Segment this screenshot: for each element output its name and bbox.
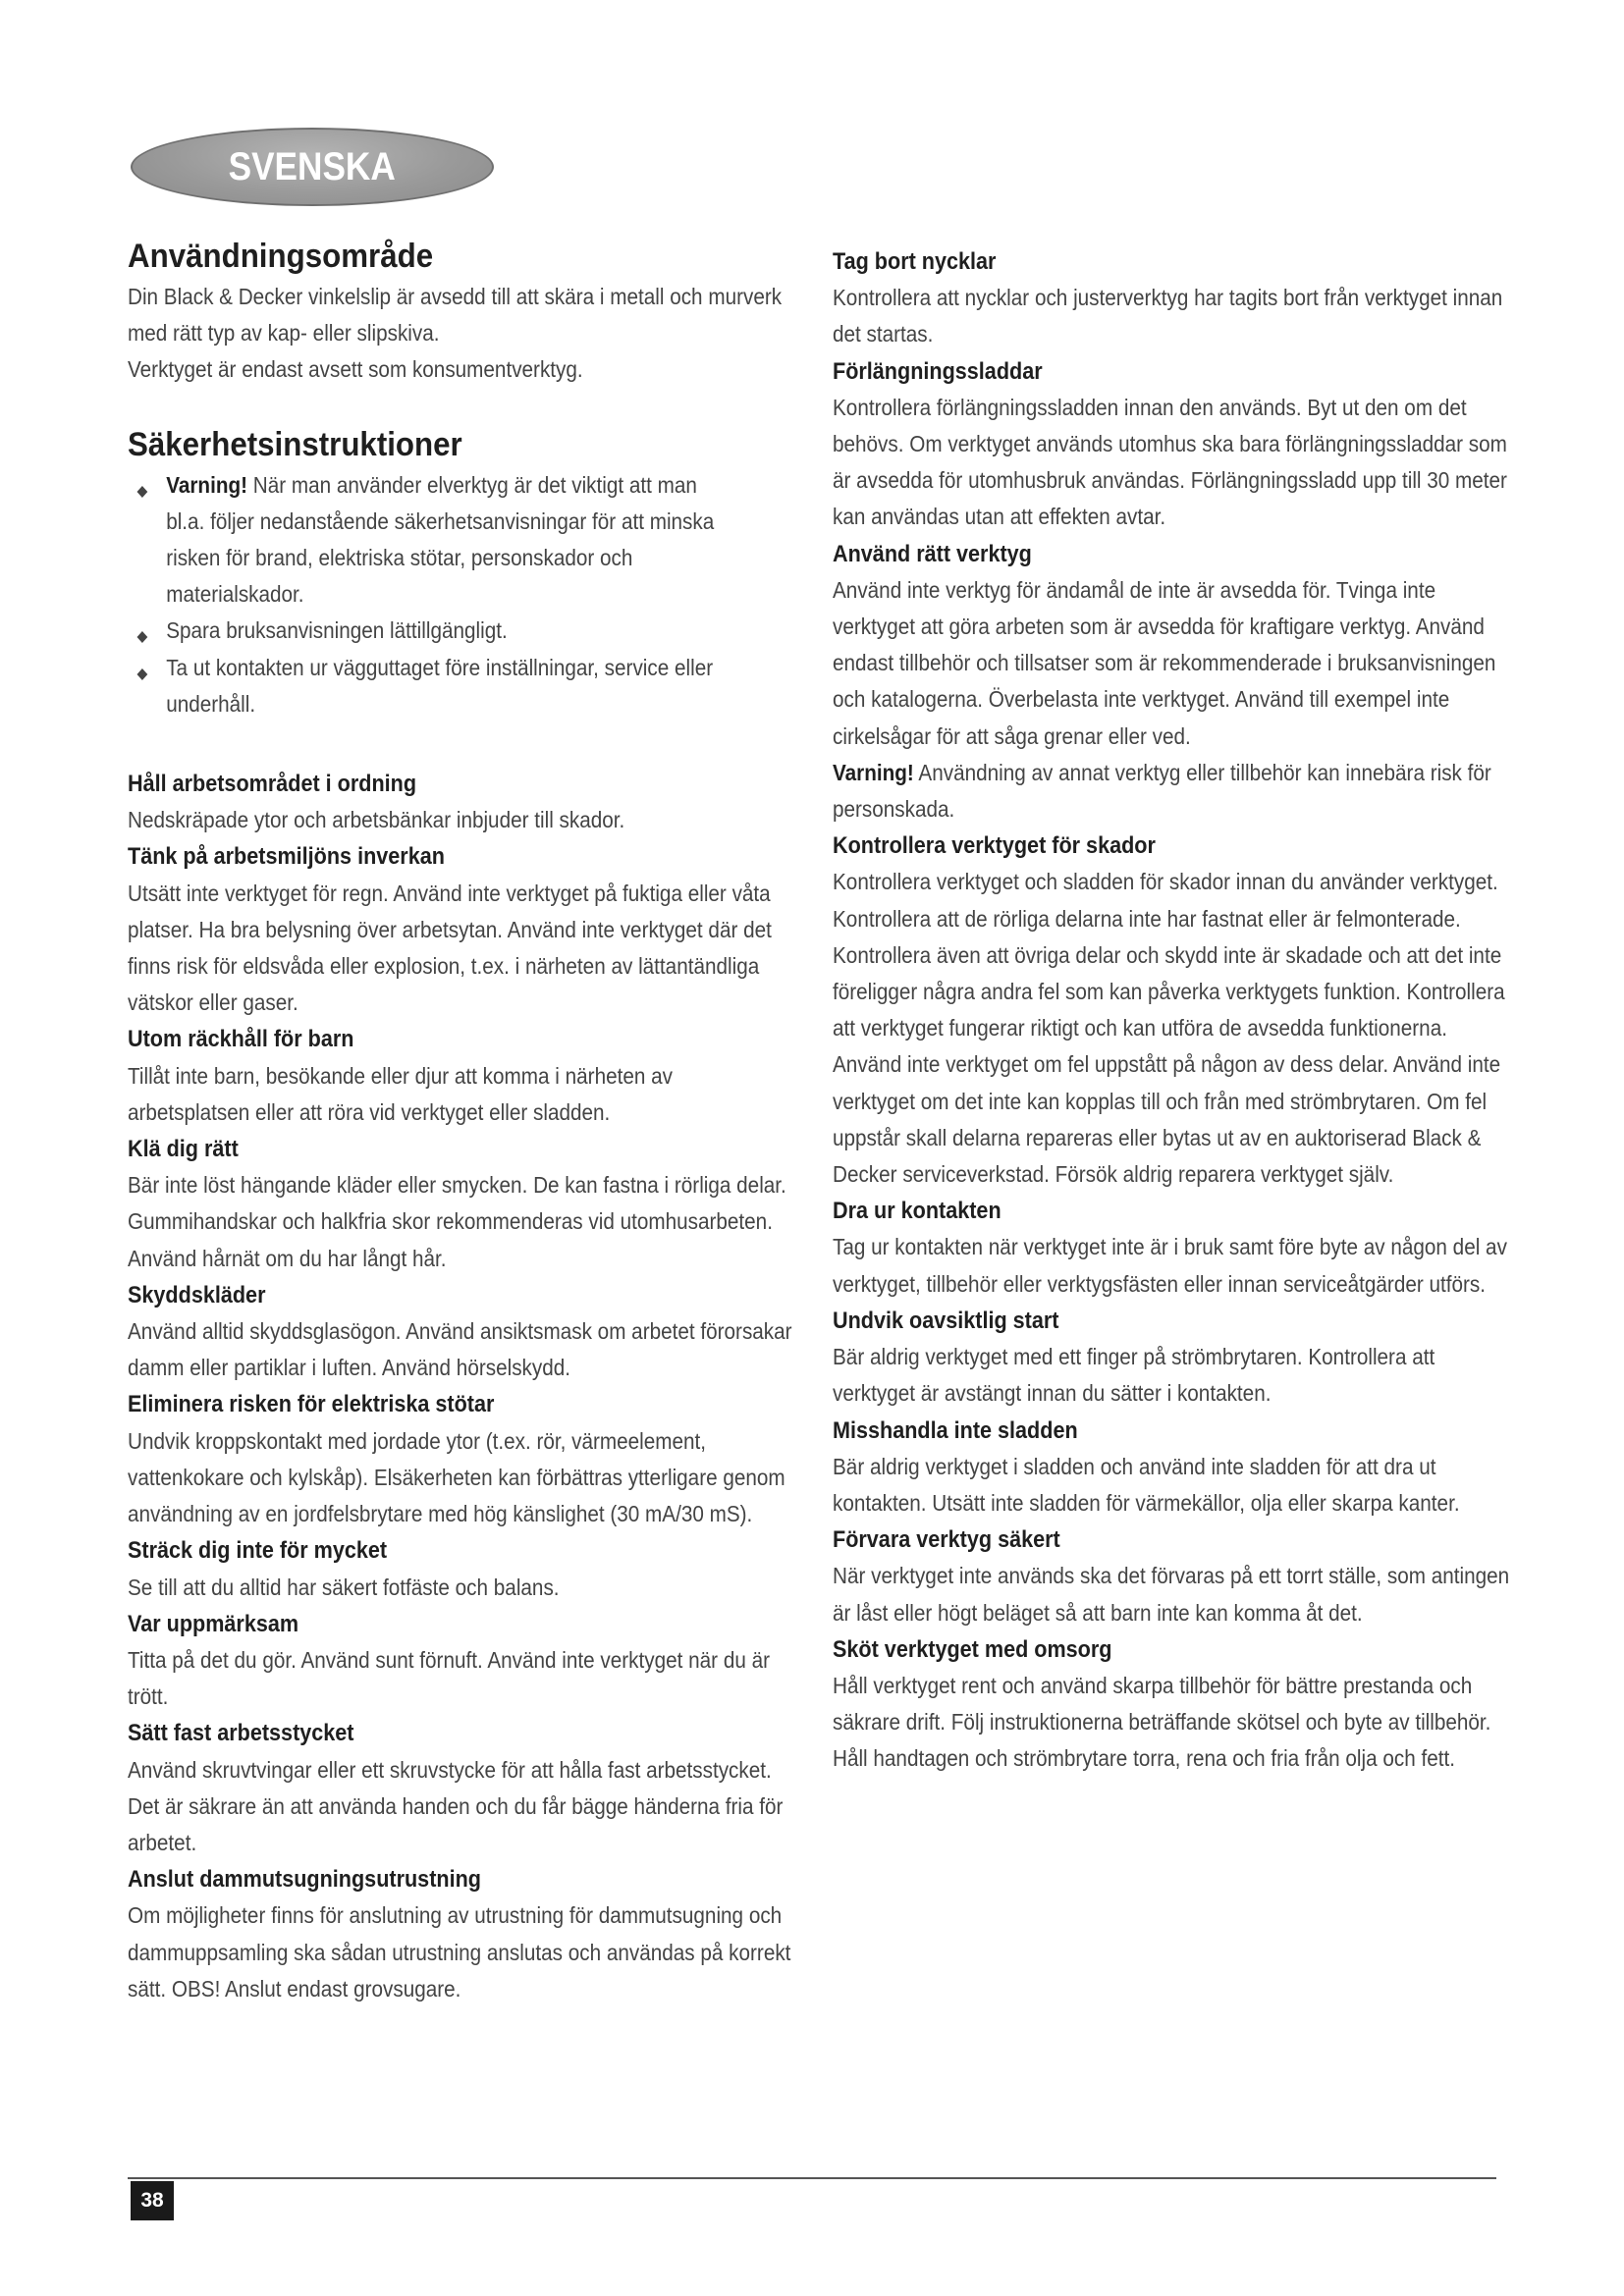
- instruction-text: Använd inte verktyg för ändamål de inte är avsedda för. Tvinga inte verktyget att göra arbeten som är avsedda för kraftigare verktyg. Använd endast tillbehör och tillsatser som är rekommenderade i bruksanvisningen och katalogerna. Överbelasta inte verktyget. Använd till exempel inte cirkelsågar för att såga grenar eller ved.: [833, 576, 1496, 749]
- diamond-bullet-icon: [137, 480, 148, 492]
- instruction-text: Använd skruvtvingar eller ett skruvstycke för att hålla fast arbetsstycket. Det är säkrare än att använda handen och du får bägge händerna fria för arbetet.: [128, 1756, 784, 1855]
- instruction-heading: Misshandla inte sladden: [833, 1416, 1078, 1444]
- instruction-heading: Undvik oavsiktlig start: [833, 1307, 1059, 1334]
- instruction-heading: Var uppmärksam: [128, 1610, 299, 1637]
- instruction-heading: Förlängningssladdar: [833, 357, 1043, 385]
- instruction-heading: Anslut dammutsugningsutrustning: [128, 1866, 481, 1894]
- right-column: [833, 243, 1510, 1778]
- instruction-heading: Sköt verktyget med omsorg: [833, 1635, 1112, 1663]
- instruction-heading: Eliminera risken för elektriska stötar: [128, 1391, 495, 1418]
- instruction-text: Kontrollera förlängningssladden innan den används. Byt ut den om det behövs. Om verktyget används utomhus ska bara förlängningssladdar som är avsedda för utomhusbruk användas. Förlängningssladd upp till 30 meter kan användas utan att effekten avtar.: [833, 394, 1507, 530]
- left-instruction-list: [128, 766, 795, 2007]
- instruction-heading: Tag bort nycklar: [833, 248, 997, 275]
- instruction-heading: Använd rätt verktyg: [833, 540, 1032, 567]
- instruction-text: Tillåt inte barn, besökande eller djur att komma i närheten av arbetsplatsen eller att röra vid verktyget eller sladden.: [128, 1062, 673, 1125]
- instruction-heading: Utom räckhåll för barn: [128, 1026, 354, 1053]
- safety-bullet-list: [128, 467, 795, 722]
- safety-bullet: Ta ut kontakten ur vägguttaget före inställningar, service eller underhåll.: [133, 650, 738, 722]
- instruction-text: Utsätt inte verktyget för regn. Använd inte verktyget på fuktiga eller våta platser. Ha bra belysning över arbetsytan. Använd inte verktyget där det finns risk för eldsvåda eller explosion, t.ex. i närheten av lättantändliga vätskor eller gaser.: [128, 880, 772, 1016]
- instruction-heading: Sätt fast arbetsstycket: [128, 1720, 354, 1747]
- safety-bullet: Varning! När man använder elverktyg är det viktigt att man bl.a. följer nedanstående säkerhetsanvisningar för att minska risken för brand, elektriska stötar, personskador och materialskador.: [133, 467, 738, 614]
- instruction-text: Bär aldrig verktyget med ett finger på strömbrytaren. Kontrollera att verktyget är avstängt innan du sätter i kontakten.: [833, 1344, 1435, 1407]
- instruction-heading: Håll arbetsområdet i ordning: [128, 771, 417, 798]
- page-number: 38: [131, 2181, 174, 2220]
- instruction-heading: Kontrollera verktyget för skador: [833, 832, 1156, 860]
- instruction-text: Använd alltid skyddsglasögon. Använd ansiktsmask om arbetet förorsakar damm eller partiklar i luften. Använd hörselskydd.: [128, 1318, 792, 1381]
- section-title-usage: Användningsområde: [128, 238, 434, 275]
- usage-paragraph-2: Verktyget är endast avsett som konsumentverktyg.: [128, 356, 583, 383]
- instruction-heading: Förvara verktyg säkert: [833, 1526, 1060, 1554]
- footer-rule: [128, 2177, 1496, 2179]
- instruction-text: Håll verktyget rent och använd skarpa tillbehör för bättre prestanda och säkrare drift. Följ instruktionerna beträffande skötsel och byte av tillbehör. Håll handtagen och strömbrytare torra, rena och fria från olja och fett.: [833, 1672, 1491, 1772]
- left-column: [128, 234, 795, 2007]
- instruction-text: Nedskräpade ytor och arbetsbänkar inbjuder till skador.: [128, 807, 625, 833]
- instruction-heading: Sträck dig inte för mycket: [128, 1537, 388, 1565]
- language-badge: [131, 128, 494, 206]
- diamond-bullet-icon: [137, 625, 148, 637]
- warning-paragraph: [833, 755, 1509, 828]
- warning-lead: Varning!: [833, 759, 914, 785]
- instruction-heading: Klä dig rätt: [128, 1136, 239, 1163]
- language-label: SVENSKA: [228, 144, 397, 188]
- section-title-safety: Säkerhetsinstruktioner: [128, 425, 462, 463]
- instruction-text: Bär inte löst hängande kläder eller smycken. De kan fastna i rörliga delar. Gummihandskar och halkfria skor rekommenderas vid utomhusarbeten. Använd hårnät om du har långt hår.: [128, 1172, 786, 1271]
- safety-bullet: Spara bruksanvisningen lättillgängligt.: [133, 613, 738, 649]
- instruction-text: Undvik kroppskontakt med jordade ytor (t.ex. rör, värmeelement, vattenkokare och kylskåp). Elsäkerheten kan förbättras ytterligare genom användning av en jordfelsbrytare med hög känslighet (30 mA/30 mS).: [128, 1427, 785, 1527]
- instruction-text: Kontrollera att nycklar och justerverktyg har tagits bort från verktyget innan det startas.: [833, 285, 1503, 347]
- instruction-heading: Skyddskläder: [128, 1281, 266, 1308]
- warning-text: Användning av annat verktyg eller tillbehör kan innebära risk för personskada.: [833, 759, 1491, 823]
- instruction-heading: Tänk på arbetsmiljöns inverkan: [128, 843, 445, 871]
- instruction-text: Se till att du alltid har säkert fotfäste och balans.: [128, 1574, 560, 1600]
- diamond-bullet-icon: [137, 663, 148, 674]
- instruction-text: Om möjligheter finns för anslutning av utrustning för dammutsugning och dammuppsamling ska sådan utrustning anslutas och användas på korrekt sätt. OBS! Anslut endast grovsugare.: [128, 1902, 791, 2002]
- instruction-text: Bär aldrig verktyget i sladden och använd inte sladden för att dra ut kontakten. Utsätt inte sladden för värmekällor, olja eller skarpa kanter.: [833, 1453, 1460, 1516]
- instruction-heading: Dra ur kontakten: [833, 1198, 1001, 1225]
- instruction-text: Tag ur kontakten när verktyget inte är i bruk samt före byte av någon del av verktyget, tillbehör eller verktygsfästen eller innan serviceåtgärder utförs.: [833, 1234, 1507, 1297]
- instruction-text: När verktyget inte används ska det förvaras på ett torrt ställe, som antingen är låst eller högt beläget så att barn inte kan komma åt det.: [833, 1563, 1510, 1626]
- instruction-text: Titta på det du gör. Använd sunt förnuft. Använd inte verktyget när du är trött.: [128, 1646, 771, 1710]
- instruction-text: Kontrollera verktyget och sladden för skador innan du använder verktyget. Kontrollera att de rörliga delarna inte har fastnat eller är felmonterade. Kontrollera även att övriga delar och skydd inte är skadade och att det inte föreligger några andra fel som kan påverka verktygets funktion. Kontrollera att verktyget fungerar riktigt och kan utföra de avsedda funktionerna. Använd inte verktyget om fel uppstått på någon av dess delar. Använd inte verktyget om det inte kan kopplas till och från med strömbrytaren. Om fel uppstår skall delarna repareras eller bytas ut av en auktoriserad Black & Decker serviceverkstad. Försök aldrig reparera verktyget själv.: [833, 869, 1505, 1188]
- usage-paragraph-1: Din Black & Decker vinkelslip är avsedd till att skära i metall och murverk med rätt typ av kap- eller slipskiva.: [128, 284, 783, 347]
